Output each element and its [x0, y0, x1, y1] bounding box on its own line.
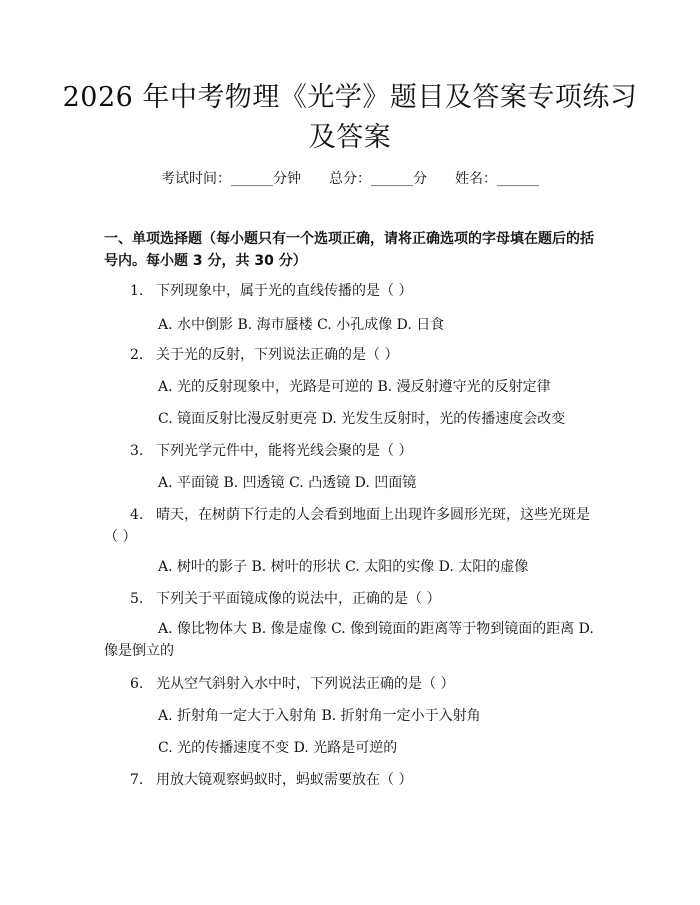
question-6-options-row-1: A. 折射角一定大于入射角 B. 折射角一定小于入射角: [158, 708, 481, 724]
section-heading: 一、单项选择题（每小题只有一个选项正确，请将正确选项的字母填在题后的括号内。每小题 3 分，共 30 分）: [104, 231, 594, 269]
question-6-options-row-2: C. 光的传播速度不变 D. 光路是可逆的: [158, 740, 398, 756]
question-text: 光从空气斜射入水中时，下列说法正确的是（ ）: [156, 676, 455, 692]
question-number: 2.: [130, 347, 144, 363]
question-5: [104, 589, 604, 609]
question-4-options: A. 树叶的影子 B. 树叶的形状 C. 太阳的实像 D. 太阳的虚像: [158, 559, 529, 575]
question-number: 4.: [130, 507, 144, 523]
question-3-options: A. 平面镜 B. 凹透镜 C. 凸透镜 D. 凹面镜: [158, 475, 417, 491]
question-text: 下列关于平面镜成像的说法中，正确的是（ ）: [156, 591, 441, 607]
page-title: 2026 年中考物理《光学》题目及答案专项练习及答案: [62, 82, 638, 153]
question-text: 用放大镜观察蚂蚁时，蚂蚁需要放在（ ）: [156, 772, 413, 788]
exam-time: 考试时间：______分钟: [161, 171, 301, 187]
question-number: 1.: [130, 283, 144, 299]
question-1-options: A. 水中倒影 B. 海市蜃楼 C. 小孔成像 D. 日食: [158, 317, 445, 333]
question-text: 下列光学元件中，能将光线会聚的是（ ）: [156, 443, 413, 459]
question-text: 下列现象中，属于光的直线传播的是（ ）: [156, 283, 413, 299]
question-text: 关于光的反射，下列说法正确的是（ ）: [156, 347, 399, 363]
question-text: 晴天，在树荫下行走的人会看到地面上出现许多圆形光斑，这些光斑是（ ）: [104, 507, 590, 545]
question-7: [104, 770, 604, 790]
question-3: [104, 441, 604, 461]
exam-name: 姓名：______: [455, 171, 539, 187]
exam-meta: [0, 168, 700, 188]
question-4: [104, 504, 600, 548]
question-number: 6.: [130, 676, 144, 692]
question-2-options-row-2: C. 镜面反射比漫反射更亮 D. 光发生反射时，光的传播速度会改变: [158, 411, 566, 427]
question-number: 7.: [130, 772, 144, 788]
question-2-options-row-1: A. 光的反射现象中，光路是可逆的 B. 漫反射遵守光的反射定律: [158, 379, 551, 395]
question-5-options: A. 像比物体大 B. 像是虚像 C. 像到镜面的距离等于物到镜面的距离 D. 像是倒立的: [104, 621, 594, 659]
question-2: [104, 345, 604, 365]
question-number: 3.: [130, 443, 144, 459]
question-1: [104, 281, 604, 301]
exam-score: 总分：______分: [329, 171, 427, 187]
question-number: 5.: [130, 591, 144, 607]
question-6: [104, 674, 604, 694]
